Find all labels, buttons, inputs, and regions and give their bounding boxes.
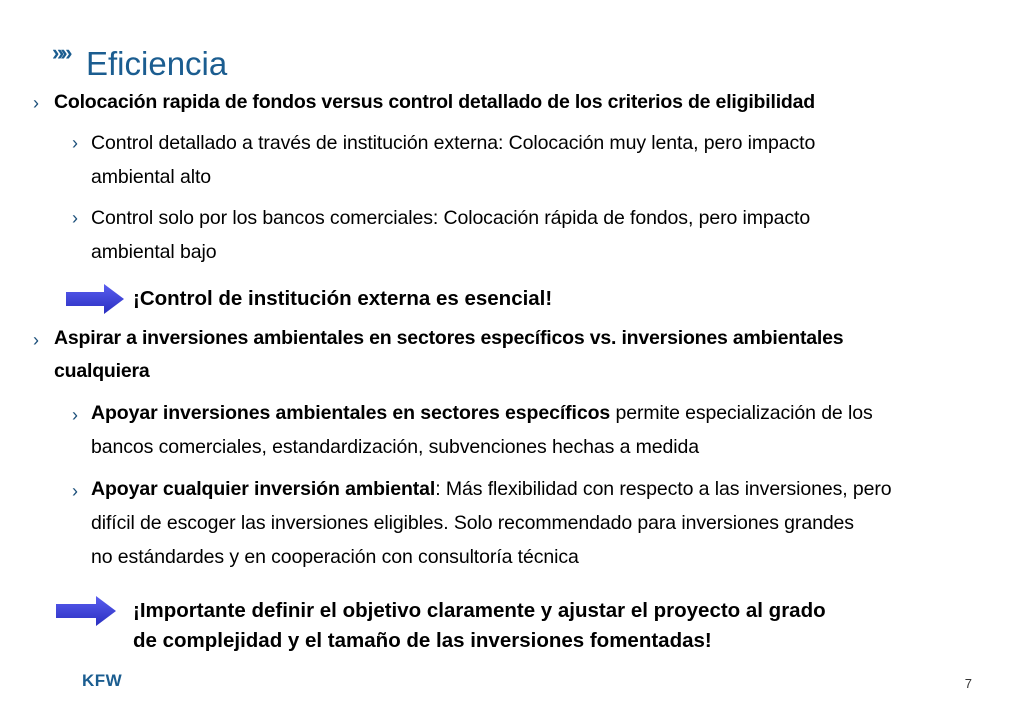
title-chevron-icon: »» — [52, 40, 69, 65]
item-line: ambiental bajo — [91, 241, 217, 263]
bullet-chevron-icon: › — [33, 330, 39, 350]
section-2-heading — [54, 322, 843, 388]
sub-bullet-chevron-icon: › — [72, 405, 78, 425]
page-title: Eficiencia — [86, 45, 228, 82]
section-2-heading-line: cualquiera — [54, 360, 150, 382]
page-number: 7 — [964, 676, 972, 691]
item-line: no estándardes y en cooperación con consultoría técnica — [91, 546, 579, 568]
section-1-item-2 — [91, 201, 810, 269]
item-line: difícil de escoger las inversiones eligibles. Solo recommendado para inversiones grandes — [91, 512, 854, 534]
section-2-item-1 — [91, 396, 873, 464]
sub-bullet-chevron-icon: › — [72, 481, 78, 501]
sub-bullet-chevron-icon: › — [72, 208, 78, 228]
item-lead: Apoyar cualquier inversión ambiental — [91, 478, 436, 500]
right-arrow-icon — [56, 596, 116, 626]
item-line: ambiental alto — [91, 166, 212, 188]
section-2-heading-line: Aspirar a inversiones ambientales en sectores específicos vs. inversiones ambientales — [54, 327, 844, 349]
item-line: permite especialización de los — [610, 402, 873, 424]
sub-bullet-chevron-icon: › — [72, 133, 78, 153]
item-line: : Más flexibilidad con respecto a las inversiones, pero — [435, 478, 892, 500]
bullet-chevron-icon: › — [33, 93, 39, 113]
section-2-item-2 — [91, 472, 892, 574]
callout-line: ¡Control de institución externa es esencial! — [133, 287, 553, 310]
item-line: Control solo por los bancos comerciales: Colocación rápida de fondos, pero impacto — [91, 207, 811, 229]
item-lead: Apoyar inversiones ambientales en sectores específicos — [91, 402, 611, 424]
callout-1 — [133, 284, 552, 314]
callout-line: ¡Importante definir el objetivo claramente y ajustar el proyecto al grado — [133, 599, 826, 622]
section-1-heading — [54, 86, 815, 119]
item-line: bancos comerciales, estandardización, subvenciones hechas a medida — [91, 436, 700, 458]
section-1-item-1 — [91, 126, 815, 194]
item-line: Control detallado a través de institución externa: Colocación muy lenta, pero impacto — [91, 132, 816, 154]
callout-line: de complejidad y el tamaño de las inversiones fomentadas! — [133, 629, 712, 652]
callout-2 — [133, 596, 826, 656]
right-arrow-icon — [66, 284, 124, 314]
kfw-logo: KFW — [82, 671, 123, 690]
section-1-heading-line: Colocación rapida de fondos versus control detallado de los criterios de eligibilidad — [54, 91, 815, 113]
